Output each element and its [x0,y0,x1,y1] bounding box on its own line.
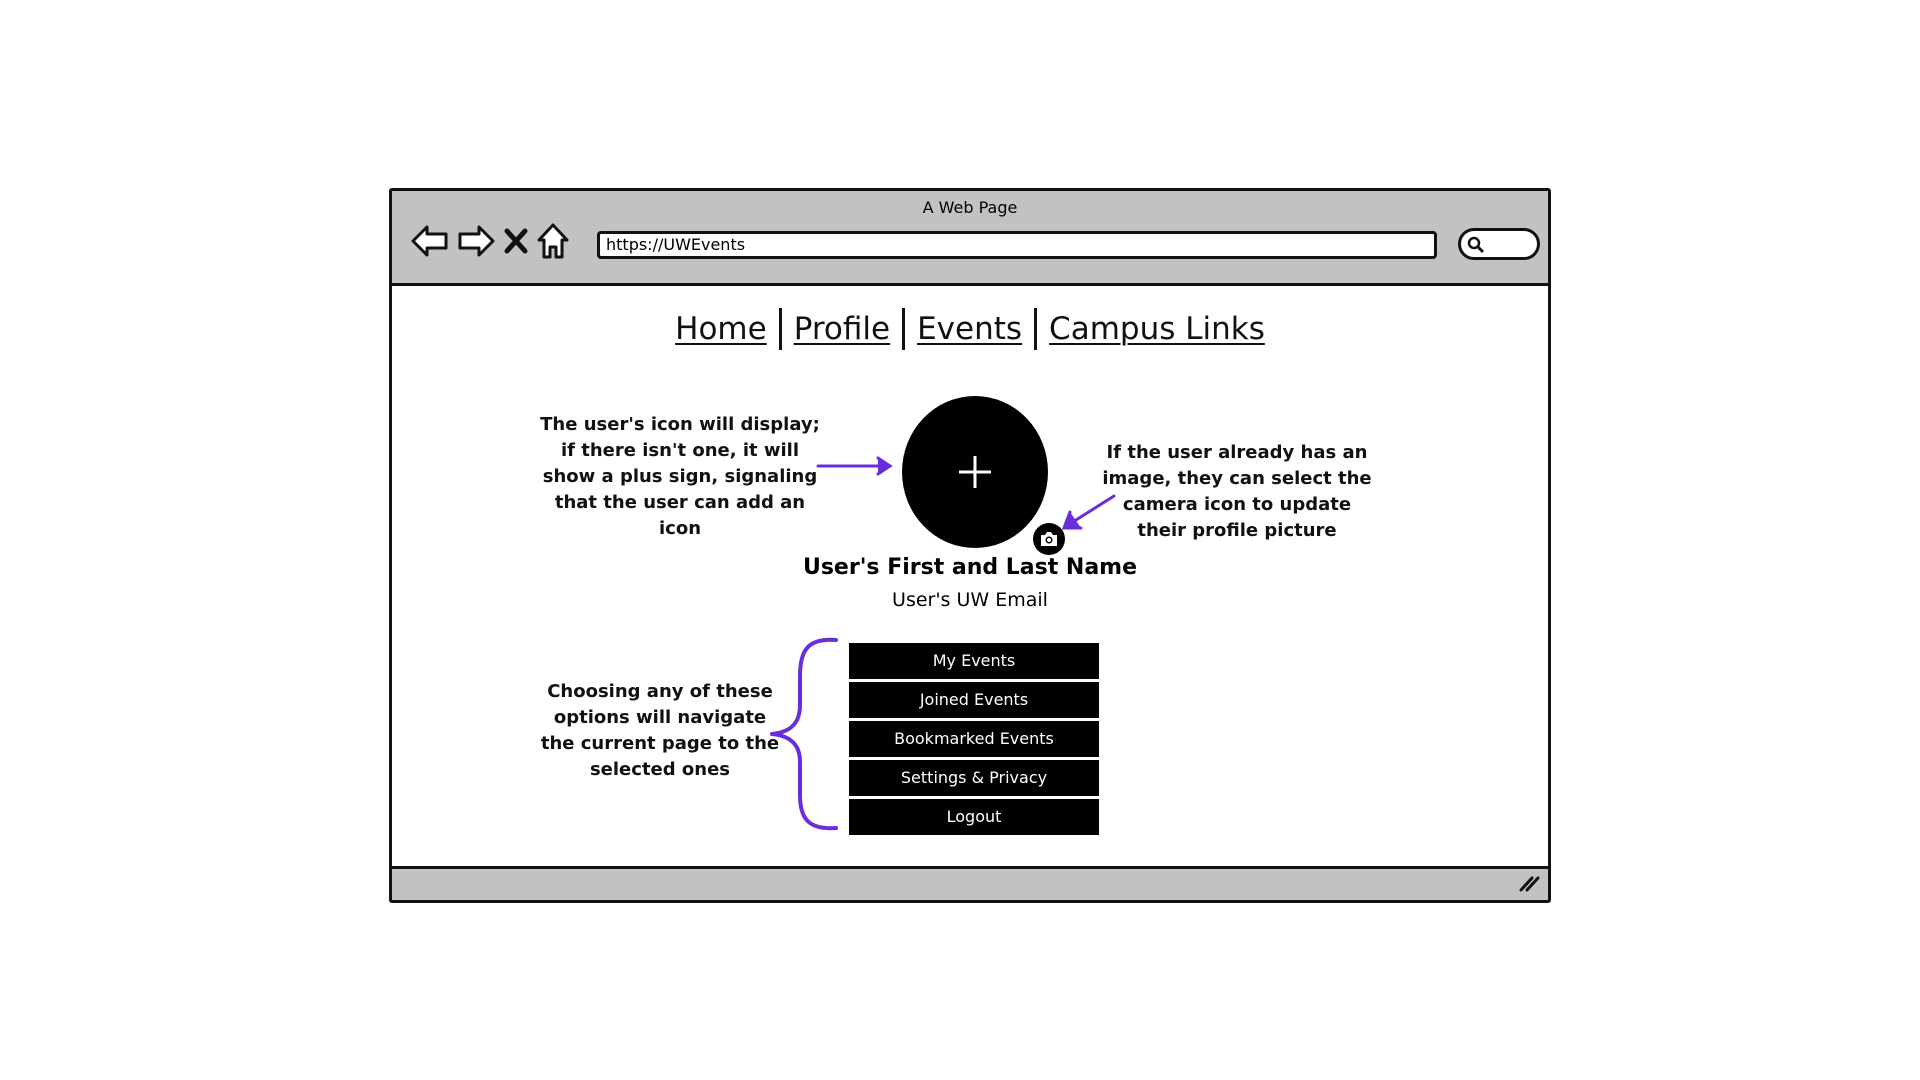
menu-brace [772,640,836,828]
user-full-name: User's First and Last Name [802,555,1138,580]
avatar-annotation: The user's icon will display; if there isn't one, it will show a plus sign, signaling that the user can add an icon [540,414,820,539]
nav-home-link[interactable]: Home [675,311,767,347]
settings-privacy-button[interactable]: Settings & Privacy [849,760,1099,796]
camera-annotation: If the user already has an image, they can select the camera icon to update their profile picture [1102,442,1372,541]
nav-profile-link[interactable]: Profile [793,311,891,347]
nav-events-link[interactable]: Events [917,311,1023,347]
joined-events-button[interactable]: Joined Events [849,682,1099,718]
bookmarked-events-button[interactable]: Bookmarked Events [849,721,1099,757]
window-title: A Web Page [922,198,1018,217]
user-email: User's UW Email [892,589,1048,611]
logout-button[interactable]: Logout [849,799,1099,835]
nav-campus-links-link[interactable]: Campus Links [1049,311,1265,347]
avatar-arrow [818,458,890,474]
url-bar[interactable]: https://UWEvents [597,231,1437,259]
my-events-button[interactable]: My Events [849,643,1099,679]
camera-arrow [1064,496,1114,528]
menu-annotation: Choosing any of these options will navigate the current page to the selected ones [540,681,780,780]
